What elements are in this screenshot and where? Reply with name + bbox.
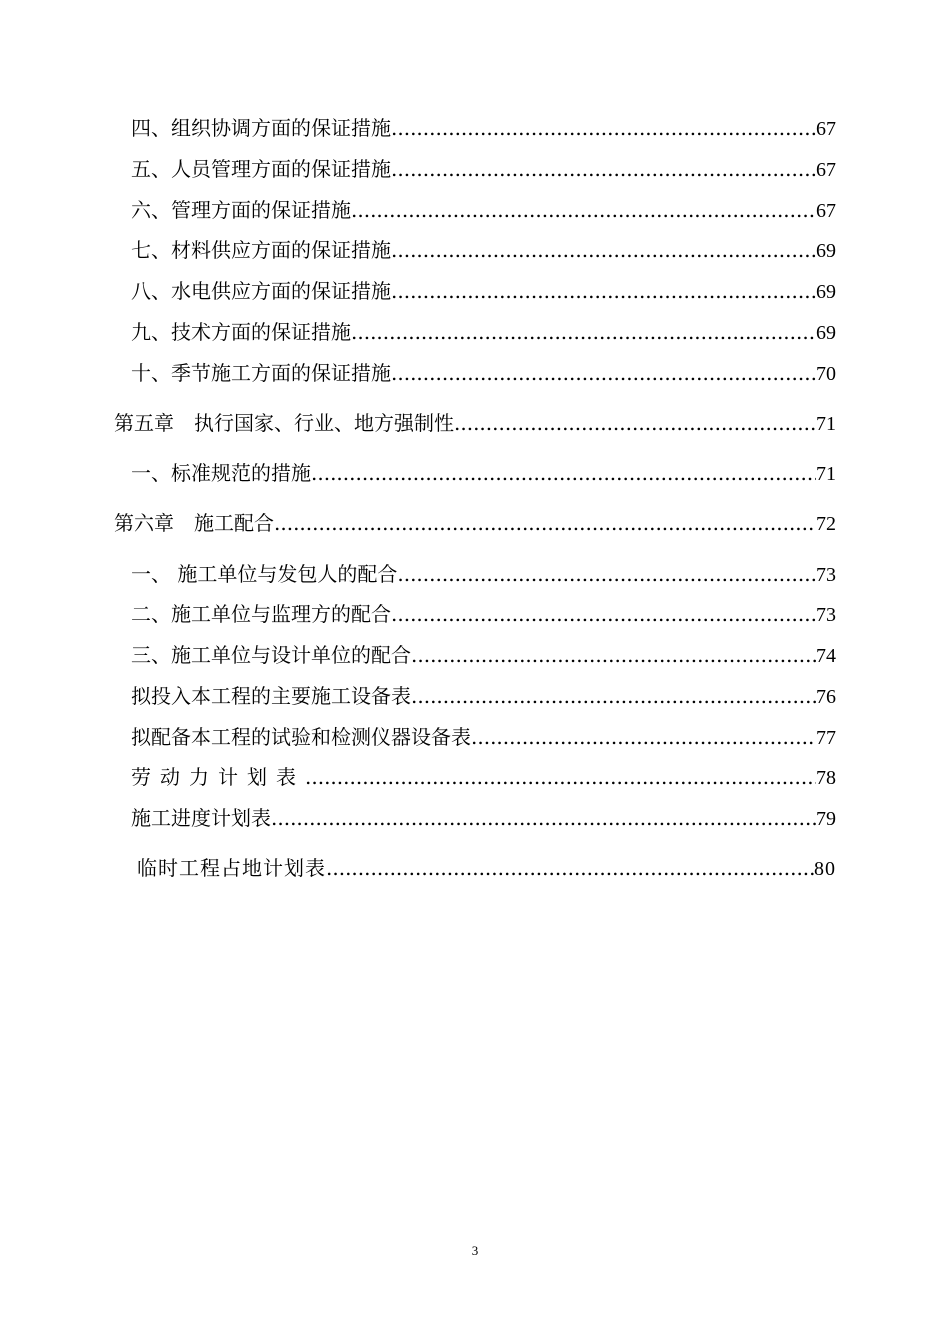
toc-page: 80 [814, 858, 836, 880]
toc-title: 八、水电供应方面的保证措施 [131, 279, 391, 303]
toc-entry[interactable] [131, 277, 836, 306]
toc-title: 五、人员管理方面的保证措施 [131, 157, 391, 181]
toc-leader [351, 318, 816, 346]
toc-page: 78 [816, 767, 836, 789]
toc-entry[interactable] [131, 641, 836, 670]
toc-title: 一、 施工单位与发包人的配合 [131, 562, 398, 586]
toc-leader [271, 804, 816, 832]
toc-page: 69 [816, 322, 836, 344]
toc-leader [391, 114, 816, 142]
toc-leader [305, 763, 816, 791]
toc-leader [391, 236, 816, 264]
toc-entry[interactable] [131, 459, 836, 488]
toc-entry[interactable] [131, 114, 836, 143]
toc-leader [391, 277, 816, 305]
page-number: 3 [471, 1243, 479, 1258]
toc-entry[interactable] [131, 359, 836, 388]
toc-title: 施工进度计划表 [131, 806, 271, 830]
toc-entry[interactable] [137, 854, 836, 883]
toc-title: 临时工程占地计划表 [137, 856, 326, 880]
toc-entry[interactable] [114, 509, 836, 538]
toc-leader [326, 854, 814, 882]
toc-page: 71 [816, 463, 836, 485]
toc-leader [351, 196, 816, 224]
toc-page: 71 [816, 413, 836, 435]
toc-page: 77 [816, 727, 836, 749]
toc-page: 76 [816, 686, 836, 708]
toc-leader [454, 409, 816, 437]
toc-page: 67 [816, 159, 836, 181]
toc-page: 72 [816, 513, 836, 535]
toc-entry[interactable] [131, 155, 836, 184]
toc-page: 69 [816, 281, 836, 303]
toc-entry[interactable] [131, 763, 836, 792]
toc-leader [391, 155, 816, 183]
toc-entry[interactable] [131, 560, 836, 589]
toc-title: 十、季节施工方面的保证措施 [131, 361, 391, 385]
toc-entry[interactable] [131, 196, 836, 225]
toc-entry[interactable] [131, 804, 836, 833]
toc-title: 六、管理方面的保证措施 [131, 198, 351, 222]
toc-title: 三、施工单位与设计单位的配合 [131, 643, 411, 667]
toc-entry[interactable] [131, 723, 836, 752]
toc-entry[interactable] [131, 236, 836, 265]
toc-page: 79 [816, 808, 836, 830]
toc-entry[interactable] [114, 409, 836, 438]
toc-title: 四、组织协调方面的保证措施 [131, 116, 391, 140]
toc-title: 拟投入本工程的主要施工设备表 [131, 684, 411, 708]
toc-entry[interactable] [131, 318, 836, 347]
toc-page: 74 [816, 645, 836, 667]
toc-entry[interactable] [131, 600, 836, 629]
toc-page: 70 [816, 363, 836, 385]
toc-leader [471, 723, 816, 751]
toc-page: 69 [816, 240, 836, 262]
toc-leader [274, 509, 816, 537]
toc-title: 一、标准规范的措施 [131, 461, 311, 485]
toc-title: 二、施工单位与监理方的配合 [131, 602, 391, 626]
toc-page: 73 [816, 564, 836, 586]
toc-leader [391, 600, 816, 628]
toc-title: 第五章 执行国家、行业、地方强制性 [114, 411, 454, 435]
toc-leader [397, 560, 816, 588]
toc-title: 七、材料供应方面的保证措施 [131, 238, 391, 262]
toc-leader [391, 359, 816, 387]
toc-entry[interactable] [131, 682, 836, 711]
toc-title: 第六章 施工配合 [114, 511, 274, 535]
toc-page: 67 [816, 200, 836, 222]
toc-leader [411, 682, 816, 710]
toc-title: 劳动力计划表 [131, 765, 305, 789]
toc-page: 67 [816, 118, 836, 140]
toc-title: 九、技术方面的保证措施 [131, 320, 351, 344]
toc-title: 拟配备本工程的试验和检测仪器设备表 [131, 725, 471, 749]
toc-leader [311, 459, 816, 487]
toc-page: 73 [816, 604, 836, 626]
toc-leader [411, 641, 816, 669]
